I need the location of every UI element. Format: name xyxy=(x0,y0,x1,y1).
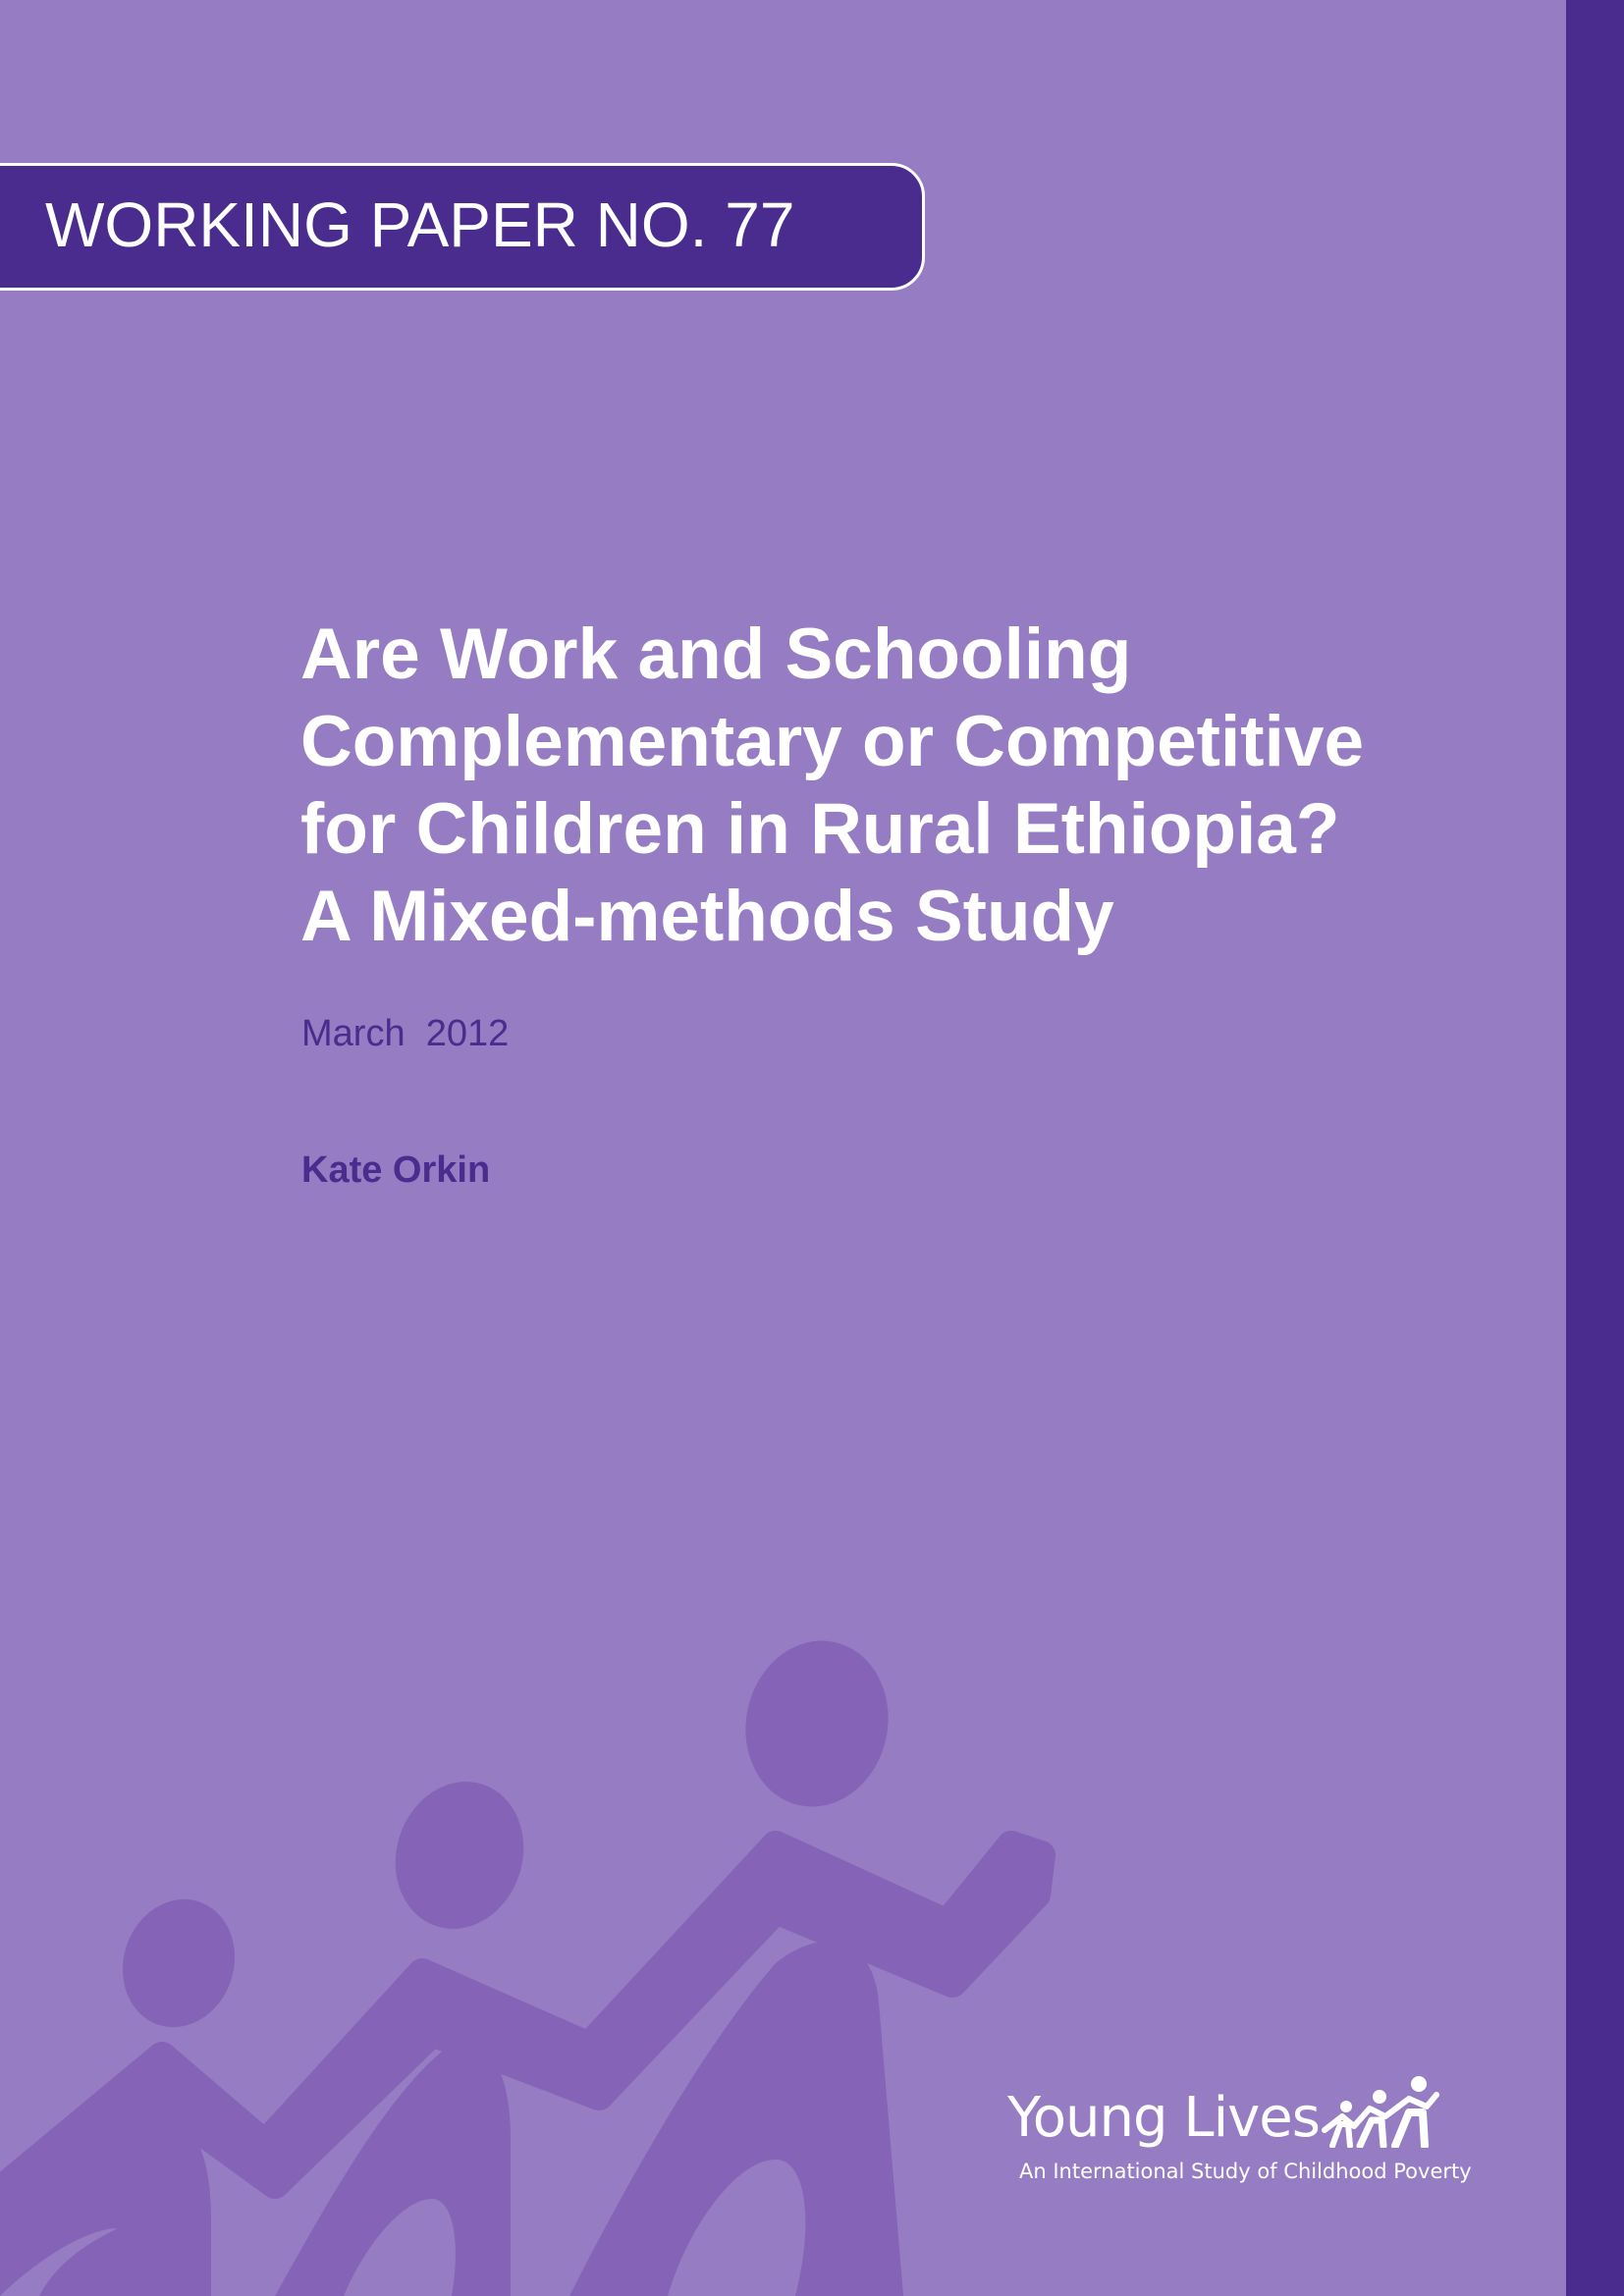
publication-date: March 2012 xyxy=(301,1013,510,1054)
title-line: for Children in Rural Ethiopia? xyxy=(300,789,1340,869)
child-head-small xyxy=(106,1885,250,2042)
three-children-icon xyxy=(1321,2069,1448,2148)
title-line: Are Work and Schooling xyxy=(300,614,1132,694)
logo-tagline: An International Study of Childhood Poverty xyxy=(1019,2160,1472,2183)
author-name: Kate Orkin xyxy=(301,1149,491,1191)
title-line: Complementary or Competitive xyxy=(300,702,1365,781)
working-paper-badge xyxy=(0,163,925,291)
working-paper-number: WORKING PAPER NO. 77 xyxy=(45,189,795,260)
child-head-large xyxy=(731,1628,903,1820)
young-lives-logo xyxy=(1001,2061,1492,2199)
paper-title xyxy=(300,611,1528,960)
logo-wordmark: Young Lives xyxy=(1007,2086,1320,2150)
child-head-middle xyxy=(377,1765,543,1946)
right-edge-stripe xyxy=(1566,0,1624,2296)
title-line: A Mixed-methods Study xyxy=(300,877,1114,956)
